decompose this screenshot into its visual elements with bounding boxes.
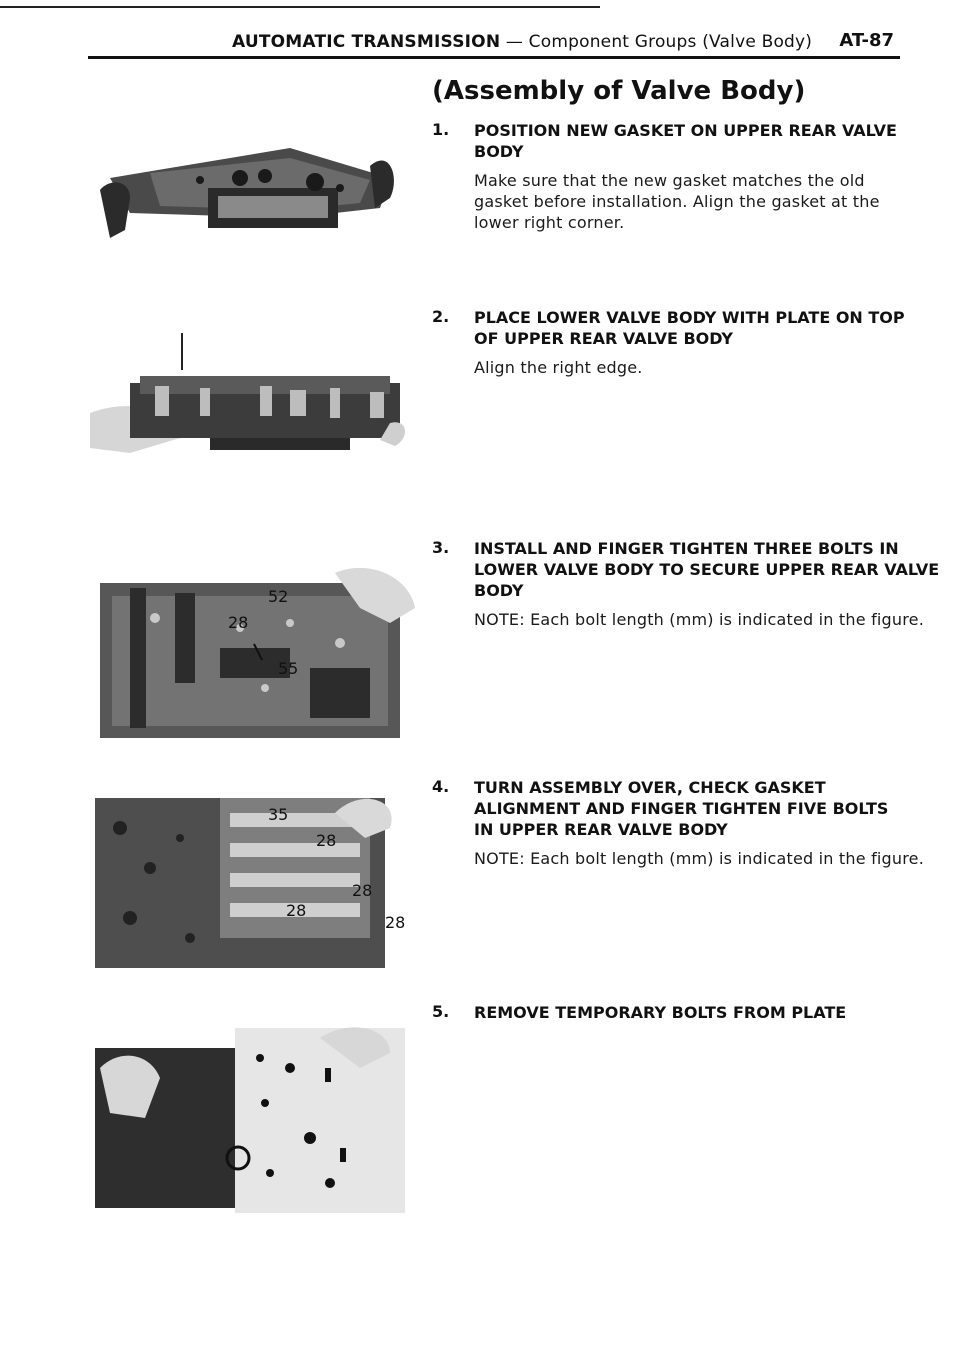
section-title: (Assembly of Valve Body) — [432, 76, 806, 106]
figure-remove-temporary-bolts — [90, 1008, 420, 1218]
bolt-length-label: 28 — [316, 831, 337, 850]
step-heading: TURN ASSEMBLY OVER, CHECK GASKET ALIGNMENT AND FINGER TIGHTEN FIVE BOLTS IN UPPER REAR VALVE BODY — [474, 778, 889, 839]
bolt-length-label: 35 — [268, 805, 289, 824]
figure-three-bolts-lower-body — [90, 548, 420, 748]
step-number: 3. — [432, 538, 450, 557]
header-dash: — — [500, 32, 529, 52]
bolt-length-label: 55 — [278, 659, 299, 678]
step-body: NOTE: Each bolt length (mm) is indicated in the figure. — [474, 849, 924, 868]
header-rule — [88, 56, 900, 59]
bolt-length-label: 28 — [385, 913, 406, 932]
bolt-length-label: 28 — [352, 881, 373, 900]
step-1 — [432, 120, 932, 233]
step-heading: POSITION NEW GASKET ON UPPER REAR VALVE BODY — [474, 121, 897, 161]
step-4 — [432, 777, 932, 869]
step-heading: REMOVE TEMPORARY BOLTS FROM PLATE — [474, 1003, 847, 1022]
bolt-length-label: 28 — [286, 901, 307, 920]
bolt-length-label: 28 — [228, 613, 249, 632]
figure-lower-body-on-upper — [90, 328, 410, 498]
step-2 — [432, 307, 932, 378]
header-section: AUTOMATIC TRANSMISSION — [232, 32, 501, 52]
step-number: 1. — [432, 120, 450, 139]
step-body: Make sure that the new gasket matches the old gasket before installation. Align the gasket at the lower right corner. — [474, 171, 880, 232]
step-number: 4. — [432, 777, 450, 796]
step-number: 5. — [432, 1002, 450, 1021]
step-heading: PLACE LOWER VALVE BODY WITH PLATE ON TOP OF UPPER REAR VALVE BODY — [474, 308, 905, 348]
step-3 — [432, 538, 940, 630]
step-body: Align the right edge. — [474, 358, 643, 377]
running-header — [232, 32, 812, 52]
step-5 — [432, 1002, 932, 1023]
figure-gasket-on-upper-body — [90, 118, 410, 278]
step-number: 2. — [432, 307, 450, 326]
header-subsection: Component Groups (Valve Body) — [528, 32, 813, 52]
top-edge-rule — [0, 6, 600, 8]
step-body: NOTE: Each bolt length (mm) is indicated in the figure. — [474, 610, 924, 629]
page-number: AT-87 — [839, 30, 894, 51]
step-heading: INSTALL AND FINGER TIGHTEN THREE BOLTS IN LOWER VALVE BODY TO SECURE UPPER REAR VALVE BODY — [474, 539, 940, 600]
bolt-length-label: 52 — [268, 587, 289, 606]
figure-five-bolts-upper-body — [90, 768, 420, 968]
